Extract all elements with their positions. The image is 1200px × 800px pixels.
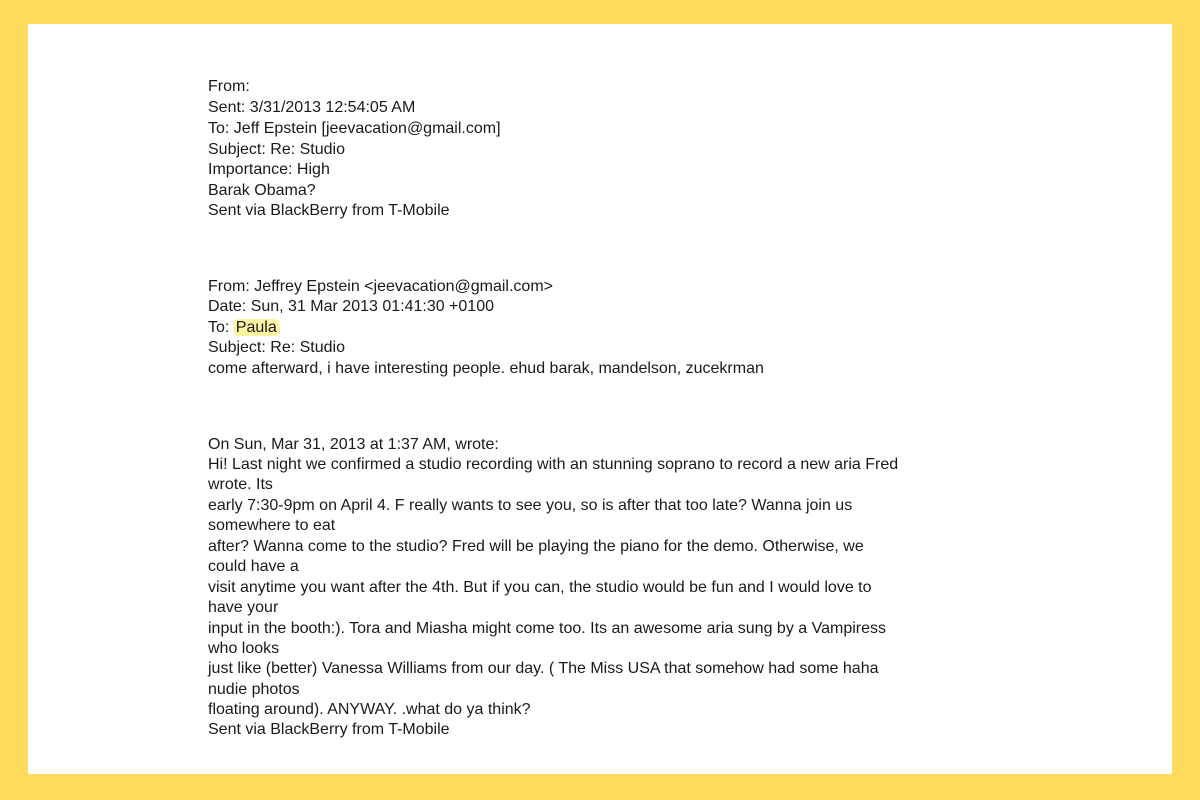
email-1-importance: Importance: High	[208, 161, 330, 178]
email-3-body-line: nudie photos	[208, 681, 300, 698]
email-3-body-line: early 7:30-9pm on April 4. F really wants to see you, so is after that too late? Wanna join us	[208, 497, 853, 514]
email-3-body-line: wrote. Its	[208, 476, 273, 493]
email-3-body-line: input in the booth:). Tora and Miasha might come too. Its an awesome aria sung by a Vampiress	[208, 620, 886, 637]
email-1-signature: Sent via BlackBerry from T-Mobile	[208, 202, 450, 219]
email-3-body-line: who looks	[208, 640, 280, 657]
email-2-body: come afterward, i have interesting people. ehud barak, mandelson, zucekrman	[208, 360, 764, 377]
email-3-body-line: floating around). ANYWAY. .what do ya think?	[208, 701, 531, 718]
email-3-body-line: after? Wanna come to the studio? Fred will be playing the piano for the demo. Otherwise, we	[208, 538, 864, 555]
email-3-body-line: have your	[208, 599, 279, 616]
email-1-sent: Sent: 3/31/2013 12:54:05 AM	[208, 99, 416, 116]
email-3-signature: Sent via BlackBerry from T-Mobile	[208, 721, 450, 738]
email-1-body: Barak Obama?	[208, 182, 316, 199]
email-1-from: From:	[208, 78, 250, 95]
email-1-to: To: Jeff Epstein [jeevacation@gmail.com]	[208, 120, 501, 137]
email-2-to-label: To:	[208, 319, 230, 336]
email-2-to	[208, 318, 280, 338]
email-3-body-line: visit anytime you want after the 4th. But if you can, the studio would be fun and I would love to	[208, 579, 872, 596]
email-2-subject: Subject: Re: Studio	[208, 339, 345, 356]
email-3-body-line: Hi! Last night we confirmed a studio recording with an stunning soprano to record a new aria Fred	[208, 456, 899, 473]
highlighted-recipient: Paula	[233, 319, 280, 336]
email-3-body-line: somewhere to eat	[208, 517, 336, 534]
email-3-body-line: just like (better) Vanessa Williams from our day. ( The Miss USA that somehow had some haha	[208, 660, 879, 677]
email-2-date: Date: Sun, 31 Mar 2013 01:41:30 +0100	[208, 298, 494, 315]
email-1-subject: Subject: Re: Studio	[208, 141, 345, 158]
email-3-body-line: could have a	[208, 558, 299, 575]
email-2-from: From: Jeffrey Epstein <jeevacation@gmail.com>	[208, 278, 553, 295]
email-3-header: On Sun, Mar 31, 2013 at 1:37 AM, wrote:	[208, 436, 499, 453]
